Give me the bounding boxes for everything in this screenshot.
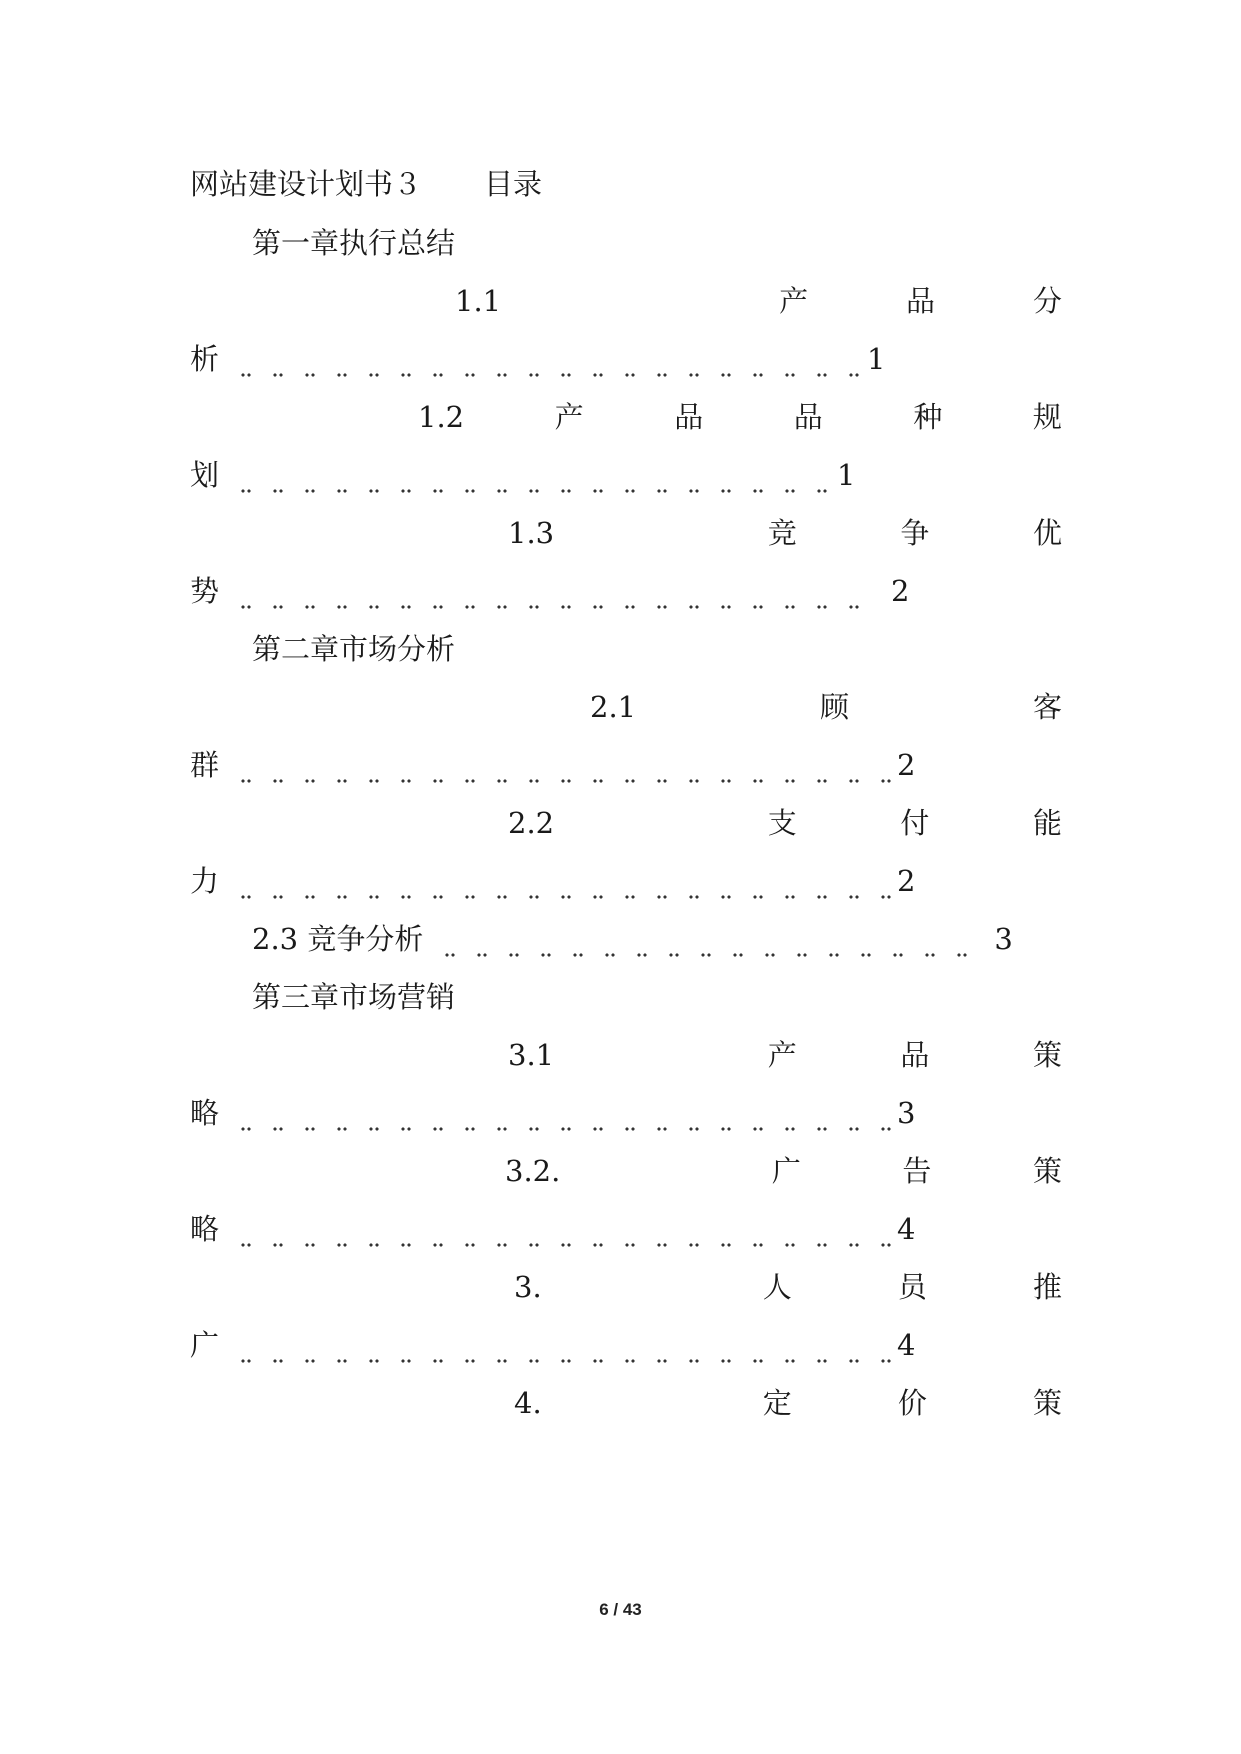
toc-entry-1-3: 1.3 竞 争 优 (508, 516, 1062, 550)
page-indicator: 6 / 43 (599, 1600, 642, 1619)
toc-entry-1-2-leader: 划 1 (190, 451, 1062, 499)
chapter-3-heading: 第三章市场营销 (252, 980, 456, 1014)
page-number: 4 (897, 1328, 916, 1362)
page-number: 3 (897, 1096, 916, 1130)
dot-leader (223, 1089, 893, 1137)
toc-entry-2-1-leader: 群 2 (190, 741, 1062, 789)
dot-leader (223, 567, 863, 615)
chapter-2-heading: 第二章市场分析 (252, 632, 456, 666)
toc-entry-3-1: 3.1 产 品 策 (508, 1038, 1062, 1072)
page-number: 2 (891, 574, 910, 608)
toc-heading: 目录 (484, 167, 543, 201)
toc-entry-2-2-leader: 力 2 (190, 857, 1062, 905)
page-number: 1 (837, 458, 856, 492)
document-title: 网站建设计划书３ (190, 167, 423, 201)
page-number: 1 (867, 342, 886, 376)
toc-entry-3-3: 3. 人 员 推 (514, 1270, 1062, 1304)
dot-leader (223, 741, 893, 789)
toc-entry-3-2-leader: 略 4 (190, 1205, 1062, 1253)
dot-leader (223, 451, 833, 499)
toc-entry-4: 4. 定 价 策 (514, 1386, 1062, 1420)
dot-leader (223, 1321, 893, 1369)
toc-entry-1-1: 1.1 产 品 分 (455, 284, 1062, 318)
page-number: 3 (994, 922, 1013, 956)
toc-entry-2-2: 2.2 支 付 能 (508, 806, 1062, 840)
toc-entry-3-1-leader: 略 3 (190, 1089, 1062, 1137)
toc-entry-2-3: 2.3 竞争分析 3 (252, 915, 1062, 963)
toc-entry-1-1-leader: 析 1 (190, 335, 1062, 383)
dot-leader (223, 335, 863, 383)
chapter-1-heading: 第一章执行总结 (252, 226, 456, 260)
toc-entry-3-2: 3.2. 广 告 策 (505, 1154, 1062, 1188)
toc-entry-1-3-leader: 势 2 (190, 567, 1062, 615)
page-number: 2 (897, 864, 916, 898)
dot-leader (223, 1205, 893, 1253)
page-number: 2 (897, 748, 916, 782)
toc-entry-3-3-leader: 广 4 (190, 1321, 1062, 1369)
dot-leader (427, 915, 972, 963)
toc-entry-2-1: 2.1 顾 客 (590, 690, 1062, 724)
document-title-line (190, 160, 1062, 208)
dot-leader (223, 857, 893, 905)
page-number: 4 (897, 1212, 916, 1246)
toc-entry-1-2: 1.2 产 品 品 种 规 (418, 400, 1062, 434)
